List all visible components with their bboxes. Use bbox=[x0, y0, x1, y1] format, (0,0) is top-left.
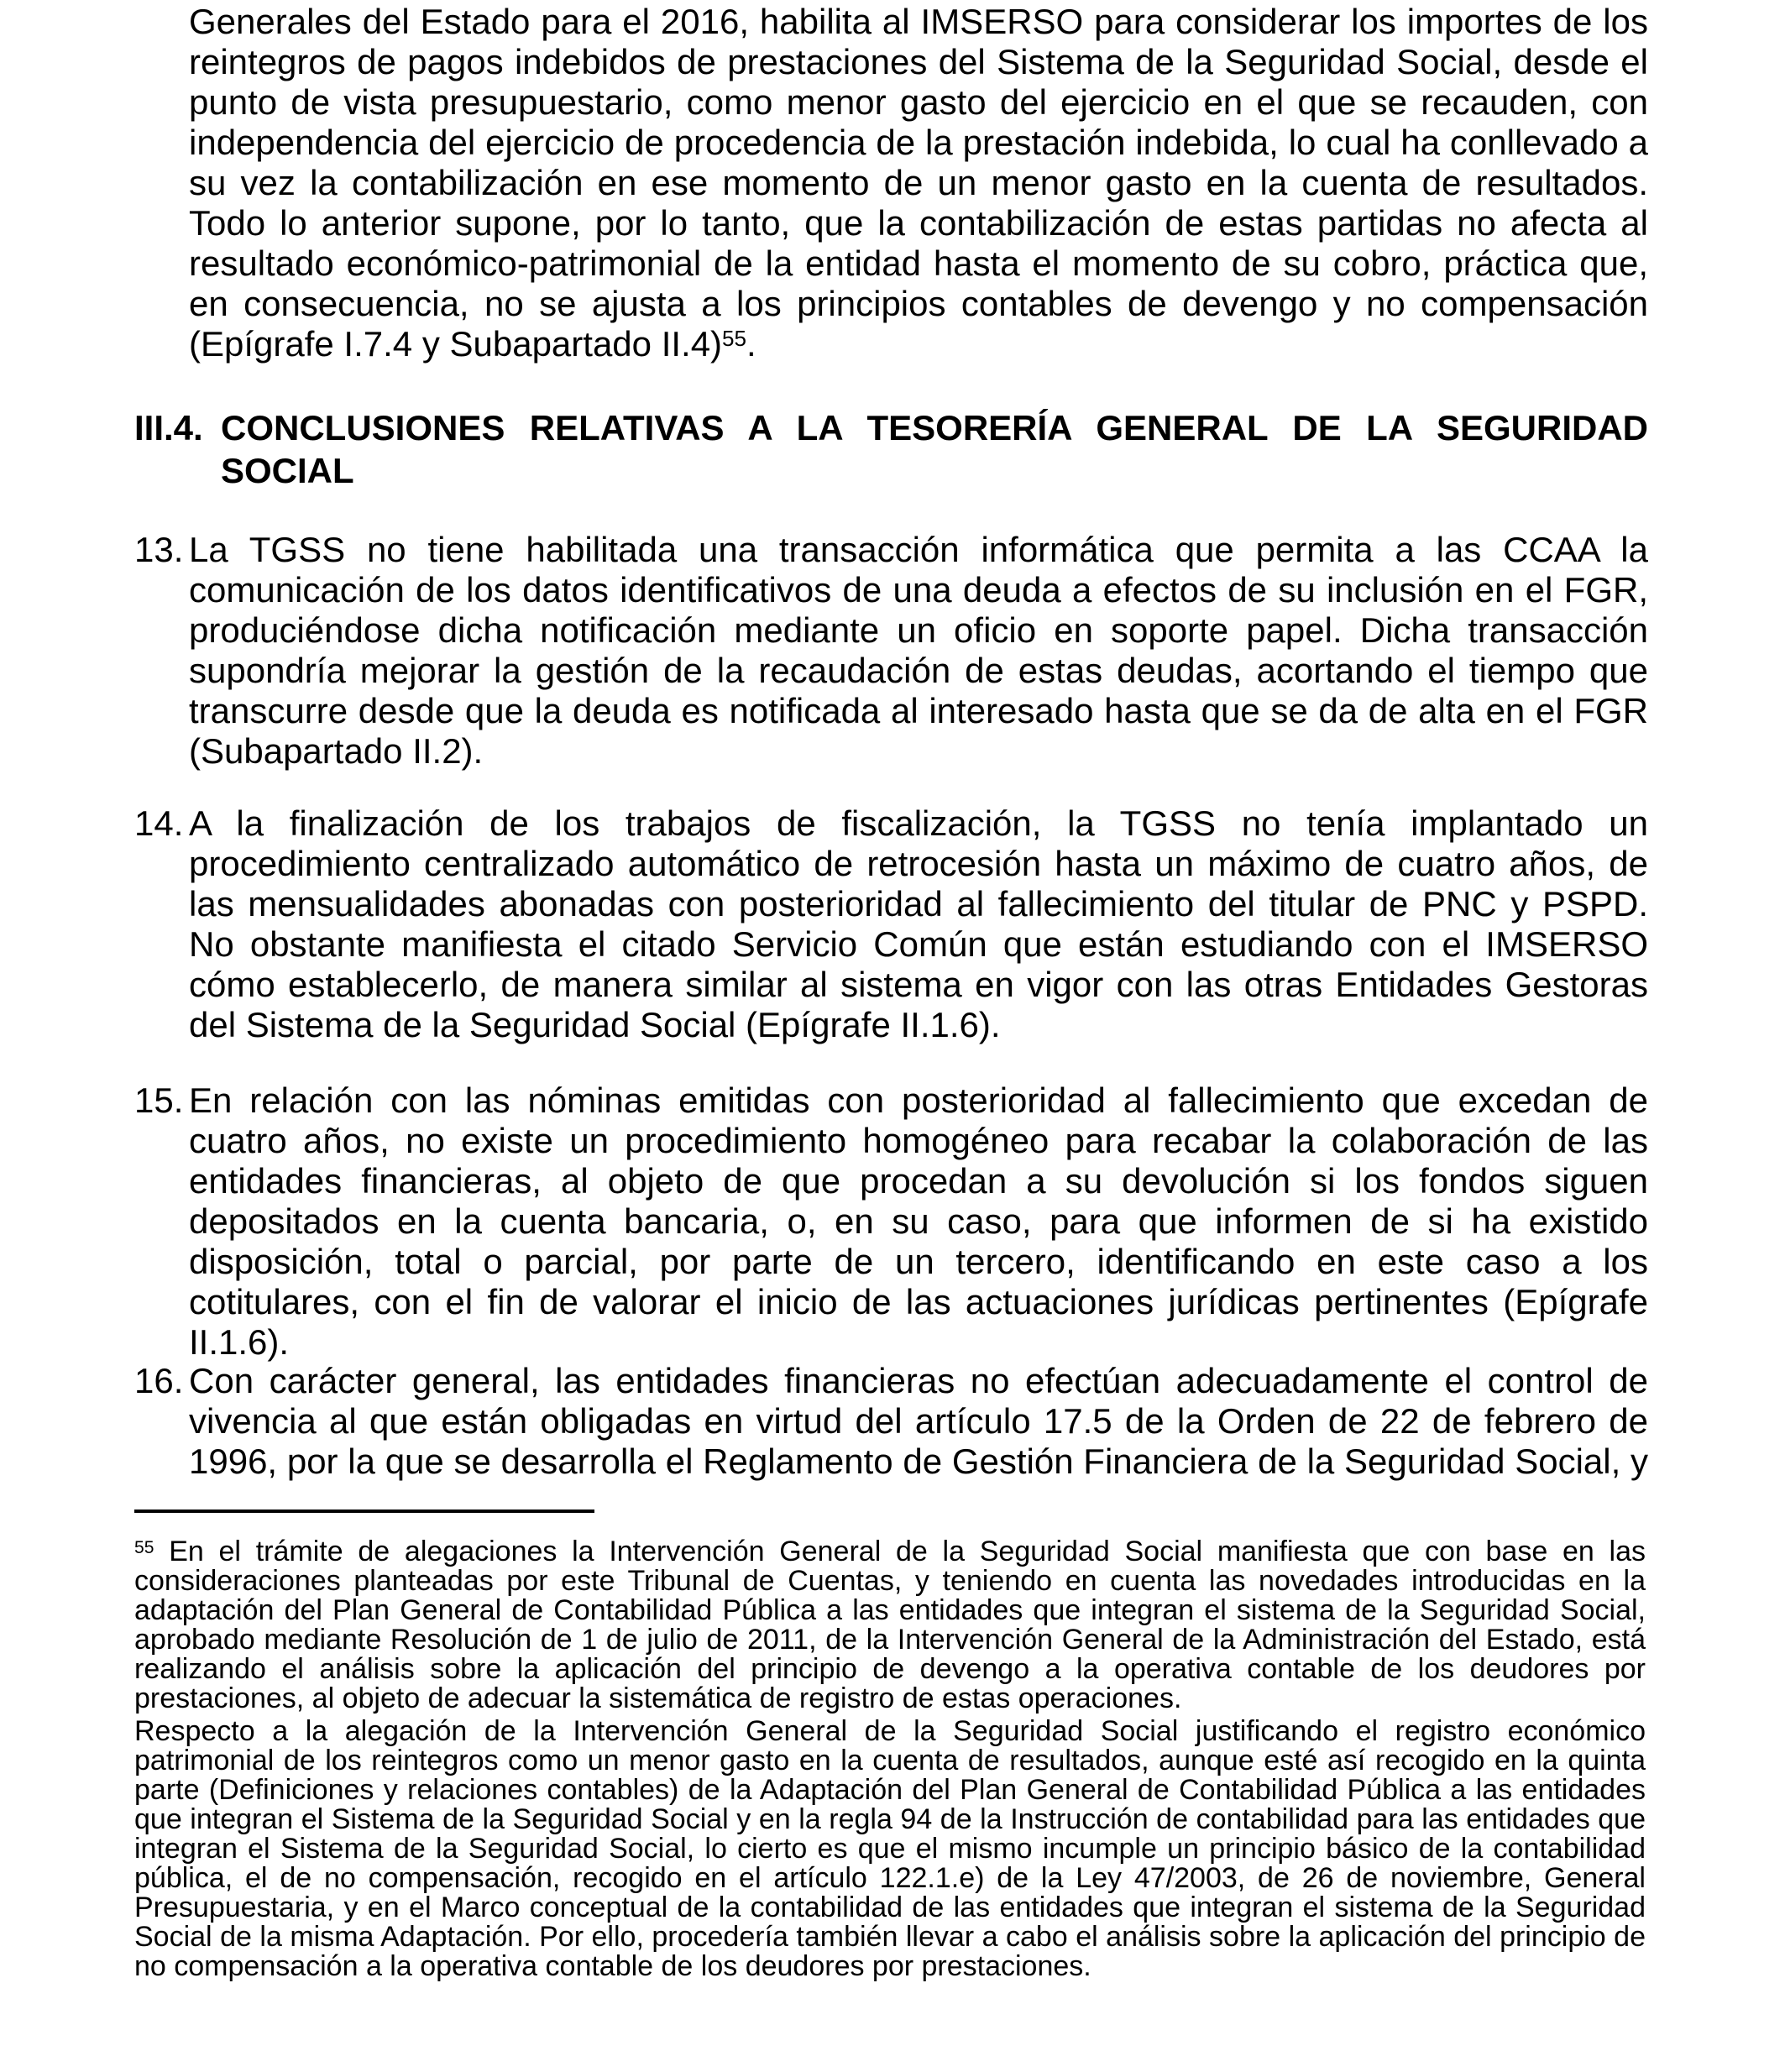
footnote-55-paragraph-1 bbox=[134, 1537, 1646, 1714]
section-heading-text: CONCLUSIONES RELATIVAS A LA TESORERÍA GENERAL DE LA SEGURIDAD SOCIAL bbox=[221, 408, 1648, 490]
footnote-divider bbox=[134, 1510, 594, 1513]
footnote-55-paragraph-2 bbox=[134, 1717, 1646, 1981]
footnote-55-paragraph-2-text: Respecto a la alegación de la Intervención General de la Seguridad Social justificando el registro económico patrimonial de los reintegros como un menor gasto en la cuenta de resultados, aunque esté así recogido en la quinta parte (Definiciones y relaciones contables) de la Adaptación del Plan General de Contabilidad Pública a las entidades que integran el Sistema de la Seguridad Social y en la regla 94 de la Instrucción de contabilidad para las entidades que integran el Sistema de la Seguridad Social, lo cierto es que el mismo incumple un principio básico de la contabilidad pública, el de no compensación, recogido en el artículo 122.1.e) de la Ley 47/2003, de 26 de noviembre, General Presupuestaria, y en el Marco conceptual de la contabilidad de las entidades que integran el sistema de la Seguridad Social de la misma Adaptación. Por ello, procedería también llevar a cabo el análisis sobre la aplicación del principio de no compensación a la operativa contable de los deudores por prestaciones. bbox=[134, 1715, 1646, 1982]
conclusion-item-13 bbox=[134, 530, 1648, 772]
continuation-paragraph-period: . bbox=[746, 324, 756, 364]
conclusion-item-16 bbox=[134, 1361, 1648, 1482]
section-heading-number: III.4. bbox=[134, 408, 203, 447]
footnote-reference-55: 55 bbox=[722, 326, 747, 352]
conclusion-item-14-text: A la finalización de los trabajos de fiscalización, la TGSS no tenía implantado un procedimiento centralizado automático de retrocesión hasta un máximo de cuatro años, de las mensualidades abonadas con posterioridad al fallecimiento del titular de PNC y PSPD. No obstante manifiesta el citado Servicio Común que están estudiando con el IMSERSO cómo establecerlo, de manera similar al sistema en vigor con las otras Entidades Gestoras del Sistema de la Seguridad Social (Epígrafe II.1.6). bbox=[189, 803, 1648, 1044]
section-heading bbox=[134, 406, 1648, 492]
footnote-55-paragraph-1-text: En el trámite de alegaciones la Intervención General de la Seguridad Social manifiesta que con base en las consideraciones planteadas por este Tribunal de Cuentas, y teniendo en cuenta las novedades introducidas en la adaptación del Plan General de Contabilidad Pública a las entidades que integran el sistema de la Seguridad Social, aprobado mediante Resolución de 1 de julio de 2011, de la Intervención General de la Administración del Estado, está realizando el análisis sobre la aplicación del principio de devengo a la operativa contable de los deudores por prestaciones, al objeto de adecuar la sistemática de registro de estas operaciones. bbox=[134, 1536, 1646, 1714]
conclusion-item-13-number: 13. bbox=[134, 530, 184, 569]
conclusion-item-16-number: 16. bbox=[134, 1361, 184, 1400]
footnote-55-marker: 55 bbox=[134, 1537, 154, 1557]
continuation-paragraph-text: Generales del Estado para el 2016, habilita al IMSERSO para considerar los importes de los reintegros de pagos indebidos de prestaciones del Sistema de la Seguridad Social, desde el punto de vista presupuestario, como menor gasto del ejercicio en el que se recauden, con independencia del ejercicio de procedencia de la prestación indebida, lo cual ha conllevado a su vez la contabilización en ese momento de un menor gasto en la cuenta de resultados. Todo lo anterior supone, por lo tanto, que la contabilización de estas partidas no afecta al resultado económico-patrimonial de la entidad hasta el momento de su cobro, práctica que, en consecuencia, no se ajusta a los principios contables de devengo y no compensación (Epígrafe I.7.4 y Subapartado II.4) bbox=[189, 2, 1648, 364]
continuation-paragraph bbox=[189, 2, 1648, 364]
conclusion-item-15 bbox=[134, 1080, 1648, 1363]
conclusion-item-15-number: 15. bbox=[134, 1080, 184, 1120]
conclusion-item-15-text: En relación con las nóminas emitidas con posterioridad al fallecimiento que excedan de cuatro años, no existe un procedimiento homogéneo para recabar la colaboración de las entidades financieras, al objeto de que procedan a su devolución si los fondos siguen depositados en la cuenta bancaria, o, en su caso, para que informen de si ha existido disposición, total o parcial, por parte de un tercero, identificando en este caso a los cotitulares, con el fin de valorar el inicio de las actuaciones jurídicas pertinentes (Epígrafe II.1.6). bbox=[189, 1080, 1648, 1362]
conclusion-item-14-number: 14. bbox=[134, 803, 184, 843]
conclusion-item-13-text: La TGSS no tiene habilitada una transacción informática que permita a las CCAA la comunicación de los datos identificativos de una deuda a efectos de su inclusión en el FGR, produciéndose dicha notificación mediante un oficio en soporte papel. Dicha transacción supondría mejorar la gestión de la recaudación de estas deudas, acortando el tiempo que transcurre desde que la deuda es notificada al interesado hasta que se da de alta en el FGR (Subapartado II.2). bbox=[189, 530, 1648, 771]
conclusion-item-16-text: Con carácter general, las entidades financieras no efectúan adecuadamente el control de vivencia al que están obligadas en virtud del artículo 17.5 de la Orden de 22 de febrero de 1996, por la que se desarrolla el Reglamento de Gestión Financiera de la Seguridad Social, y bbox=[189, 1361, 1648, 1481]
conclusion-item-14 bbox=[134, 803, 1648, 1045]
